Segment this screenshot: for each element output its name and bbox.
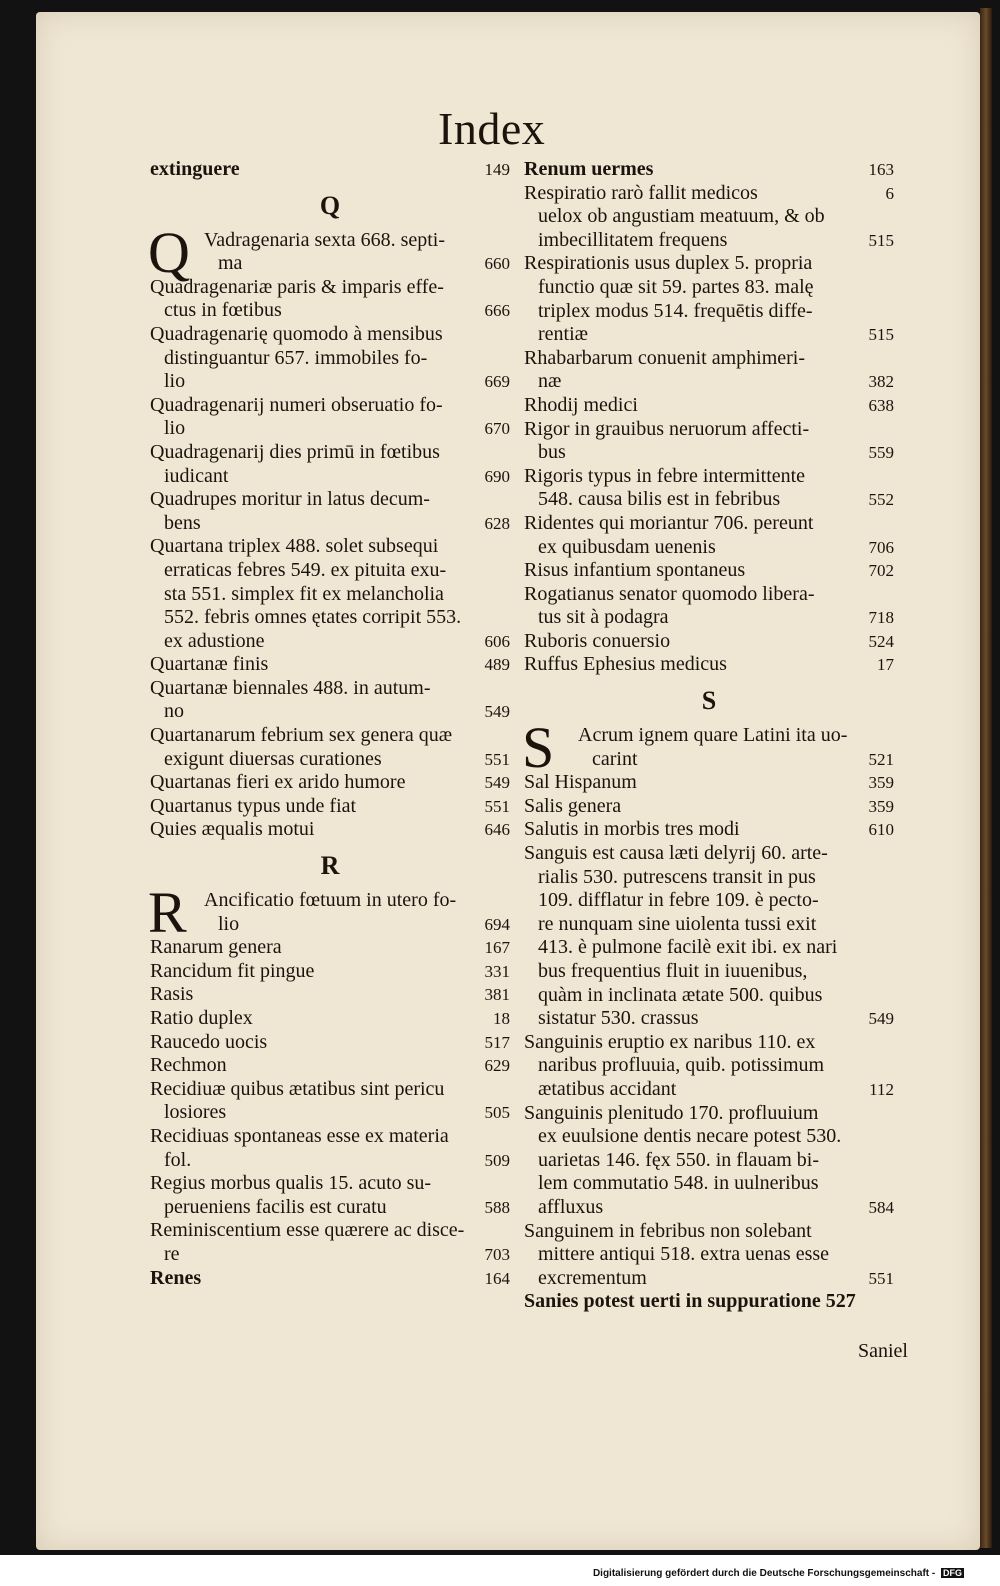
entry-text: Quadrupes moritur in latus decum-: [150, 488, 430, 511]
index-entry: [524, 512, 894, 536]
page-number: 702: [868, 561, 894, 581]
index-entry: [524, 394, 894, 418]
index-entry: [524, 1290, 894, 1314]
entry-text: Quartanæ biennales 488. in autum-: [150, 676, 431, 699]
page-number: 718: [868, 608, 894, 628]
index-entry: [150, 889, 510, 913]
index-entry: [524, 913, 894, 937]
page-number: 706: [868, 537, 894, 557]
page-number: 629: [484, 1056, 510, 1076]
index-entry: [150, 960, 510, 984]
dropcap-letter: S: [522, 715, 555, 781]
page-number: 382: [868, 372, 894, 392]
entry-text: ex quibusdam uenenis: [538, 535, 716, 558]
index-column-right: [524, 158, 894, 1314]
index-entry: [150, 559, 510, 583]
index-entry: [150, 653, 510, 677]
index-column-left: [150, 158, 510, 1290]
entry-text: ctus in fœtibus: [164, 299, 282, 322]
page-number: 660: [484, 254, 510, 274]
index-entry: [524, 795, 894, 819]
entry-text: sta 551. simplex fit ex melancholia: [164, 582, 444, 605]
index-entry: [150, 677, 510, 701]
index-entry: [150, 630, 510, 654]
index-entry: [524, 1031, 894, 1055]
entry-text: lio: [218, 912, 240, 935]
index-entry: [524, 606, 894, 630]
entry-text: lio: [164, 417, 186, 440]
entry-text: Sal Hispanum: [524, 771, 637, 794]
entry-text: Ranarum genera: [150, 936, 282, 959]
entry-text: re: [164, 1242, 180, 1265]
index-entry: [524, 1196, 894, 1220]
index-entry: [150, 252, 510, 276]
entry-text: distinguantur 657. immobiles fo-: [164, 346, 428, 369]
entry-text: Quies æqualis motui: [150, 818, 315, 841]
entry-text: ex adustione: [164, 629, 265, 652]
page-number: 646: [484, 820, 510, 840]
page-number: 666: [484, 301, 510, 321]
index-entry: [524, 465, 894, 489]
entry-text: affluxus: [538, 1195, 604, 1218]
index-entry: [150, 1219, 510, 1243]
entry-text: Recidiuæ quibus ætatibus sint pericu: [150, 1077, 445, 1100]
index-entry: [150, 1007, 510, 1031]
entry-text: Risus infantium spontaneus: [524, 559, 746, 582]
entry-text: Rogatianus senator quomodo libera-: [524, 582, 815, 605]
entry-text: quàm in inclinata ætate 500. quibus: [538, 983, 823, 1006]
index-entry: [524, 583, 894, 607]
index-entry: [524, 229, 894, 253]
entry-text: excrementum: [538, 1266, 647, 1289]
index-entry: [524, 748, 894, 772]
entry-text: triplex modus 514. frequētis diffe-: [538, 299, 813, 322]
page-number: 167: [484, 938, 510, 958]
page-number: 610: [868, 820, 894, 840]
index-entry: [150, 1078, 510, 1102]
page-number: 359: [868, 796, 894, 816]
page-number: 559: [868, 443, 894, 463]
page-number: 549: [484, 773, 510, 793]
index-entry: [150, 1149, 510, 1173]
index-entry: [524, 536, 894, 560]
page-number: 509: [484, 1150, 510, 1170]
entry-text: Rasis: [150, 983, 194, 1006]
entry-text: bus frequentius fluit in iuuenibus,: [538, 960, 808, 982]
index-entry: [150, 1054, 510, 1078]
index-entry: [150, 748, 510, 772]
page-number: 551: [484, 749, 510, 769]
page-number: 515: [868, 230, 894, 250]
entry-text: Renes: [150, 1266, 202, 1289]
index-entry: [150, 323, 510, 347]
page-number: 359: [868, 773, 894, 793]
entry-text: Ridentes qui moriantur 706. pereunt: [524, 511, 814, 534]
index-entry: [150, 441, 510, 465]
entry-text: uelox ob angustiam meatuum, & ob: [538, 205, 825, 228]
index-entry: [524, 653, 894, 677]
entry-text: sistatur 530. crassus: [538, 1007, 699, 1030]
index-entry: [524, 276, 894, 300]
entry-text: exigunt diuersas curationes: [164, 747, 382, 770]
index-entry: [524, 418, 894, 442]
page-number: 517: [484, 1032, 510, 1052]
page-number: 690: [484, 466, 510, 486]
dropcap-letter: Q: [148, 219, 190, 285]
index-entry: [524, 630, 894, 654]
page-number: 669: [484, 372, 510, 392]
index-entry: [150, 465, 510, 489]
entry-text: lio: [164, 370, 186, 393]
index-entry: [150, 1125, 510, 1149]
entry-text: Sanies potest uerti in suppuratione 527: [524, 1290, 856, 1313]
index-entry: [524, 842, 894, 866]
page-number: 163: [868, 160, 894, 179]
section-letter: S: [701, 686, 717, 716]
entry-text: Rancidum fit pingue: [150, 959, 315, 982]
index-entry: [524, 724, 894, 748]
index-entry: [524, 323, 894, 347]
entry-text: Renum uermes: [524, 158, 654, 180]
page-number: 588: [484, 1197, 510, 1217]
entry-text: Quadragenarię quomodo à mensibus: [150, 322, 443, 345]
entry-text: rentiæ: [538, 323, 588, 346]
entry-text: Sanguinis eruptio ex naribus 110. ex: [524, 1030, 816, 1053]
entry-text: ex euulsione dentis necare potest 530.: [538, 1125, 842, 1148]
entry-text: fol.: [164, 1148, 192, 1171]
index-entry: [150, 512, 510, 536]
index-entry: [524, 1220, 894, 1244]
entry-text: Regius morbus qualis 15. acuto su-: [150, 1172, 432, 1195]
index-entry: [150, 394, 510, 418]
entry-text: re nunquam sine uiolenta tussi exit: [538, 912, 817, 935]
entry-text: Respiratio rarò fallit medicos: [524, 181, 758, 204]
index-entry: [150, 795, 510, 819]
index-entry: [150, 936, 510, 960]
index-entry: [150, 1101, 510, 1125]
entry-text: Recidiuas spontaneas esse ex materia: [150, 1124, 449, 1147]
entry-text: Respirationis usus duplex 5. propria: [524, 252, 813, 275]
index-entry: [150, 370, 510, 394]
page-number: 670: [484, 419, 510, 439]
page-number: 549: [868, 1009, 894, 1029]
page-number: 552: [868, 490, 894, 510]
page-number: 112: [869, 1079, 894, 1099]
entry-text: ætatibus accidant: [538, 1077, 677, 1100]
page-number: 638: [868, 395, 894, 415]
page-number: 524: [868, 631, 894, 651]
entry-text: carint: [592, 747, 638, 770]
entry-text: Quartanæ finis: [150, 653, 269, 676]
page-number: 628: [484, 513, 510, 533]
index-entry: [150, 1267, 510, 1291]
page-number: 6: [885, 183, 894, 203]
entry-text: bens: [164, 511, 201, 534]
entry-text: Quadragenariæ paris & imparis effe-: [150, 275, 444, 298]
entry-text: imbecillitatem frequens: [538, 228, 728, 251]
entry-text: Sanguis est causa læti delyrij 60. arte-: [524, 842, 828, 865]
index-entry: [524, 889, 894, 913]
entry-text: erraticas febres 549. ex pituita exu-: [164, 558, 447, 581]
dropcap-entry: [522, 715, 894, 781]
entry-text: bus: [538, 441, 566, 464]
entry-text: Quartanas fieri ex arido humore: [150, 771, 406, 794]
index-entry: [524, 1172, 894, 1196]
entry-text: Rigor in grauibus neruorum affecti-: [524, 417, 810, 440]
page-number: 505: [484, 1103, 510, 1123]
entry-text: Salutis in morbis tres modi: [524, 818, 740, 841]
entry-text: næ: [538, 370, 562, 393]
index-entry: [524, 1054, 894, 1078]
page-number: 521: [868, 749, 894, 769]
entry-text: Quartana triplex 488. solet subsequi: [150, 535, 439, 558]
index-entry: [150, 488, 510, 512]
entry-text: Salis genera: [524, 794, 622, 817]
page-edge: [980, 8, 992, 1548]
index-entry: [524, 1007, 894, 1031]
page-number: 703: [484, 1244, 510, 1264]
index-entry: [150, 700, 510, 724]
page-number: 515: [868, 325, 894, 345]
dropcap-entry: [148, 880, 510, 946]
index-entry: [150, 535, 510, 559]
entry-text: mittere antiqui 518. extra uenas esse: [538, 1243, 830, 1266]
index-entry: [524, 984, 894, 1008]
entry-text: Raucedo uocis: [150, 1030, 268, 1053]
index-entry: [524, 300, 894, 324]
entry-text: Quadragenarij dies primū in fœtibus: [150, 440, 440, 463]
entry-text: Ancificatio fœtuum in utero fo-: [204, 889, 457, 912]
page-number: 549: [484, 702, 510, 722]
index-entry: [524, 441, 894, 465]
index-entry: [150, 724, 510, 748]
index-entry: [150, 417, 510, 441]
index-entry: [524, 866, 894, 890]
dfg-logo: DFG: [943, 1568, 962, 1578]
entry-text: extinguere: [150, 158, 240, 180]
index-entry: [524, 182, 894, 206]
catchword: Saniel: [858, 1340, 908, 1362]
page-number: 694: [484, 914, 510, 934]
index-entry: [524, 1149, 894, 1173]
page-number: 164: [484, 1268, 510, 1288]
index-entry: [150, 606, 510, 630]
page-number: 17: [877, 655, 894, 675]
entry-text: tus sit à podagra: [538, 606, 669, 629]
entry-text: Sanguinem in febribus non solebant: [524, 1219, 812, 1242]
page-number: 18: [493, 1009, 510, 1028]
index-entry: [524, 252, 894, 276]
entry-text: Ratio duplex: [150, 1007, 253, 1029]
index-entry: [150, 276, 510, 300]
index-entry: [524, 818, 894, 842]
entry-text: lem commutatio 548. in uulneribus: [538, 1172, 819, 1195]
footer-text: Digitalisierung gefördert durch die Deutsche Forschungsgemeinschaft -: [592, 1568, 936, 1579]
index-entry: [524, 1078, 894, 1102]
page-number: 331: [484, 961, 510, 981]
index-entry: [150, 229, 510, 253]
index-entry: [524, 960, 894, 984]
index-entry: [150, 583, 510, 607]
entry-text: Rhodij medici: [524, 393, 638, 416]
section-letter: R: [320, 851, 340, 881]
index-entry: [524, 1267, 894, 1291]
index-entry: [524, 158, 894, 182]
index-entry: [150, 299, 510, 323]
entry-text: Sanguinis plenitudo 170. profluuium: [524, 1101, 819, 1124]
index-entry: [150, 913, 510, 937]
section-letter: Q: [319, 190, 341, 220]
index-entry: [150, 347, 510, 371]
entry-text: perueniens facilis est curatu: [164, 1195, 387, 1218]
entry-text: iudicant: [164, 464, 229, 487]
index-entry: [150, 1172, 510, 1196]
index-entry: [524, 771, 894, 795]
index-entry: [150, 1196, 510, 1220]
entry-text: 552. febris omnes ętates corripit 553.: [164, 606, 462, 629]
index-entry: [524, 559, 894, 583]
page-number: 551: [484, 796, 510, 816]
entry-text: Reminiscentium esse quærere ac disce-: [150, 1219, 465, 1242]
footer-credit: [593, 1568, 964, 1579]
page-number: 606: [484, 631, 510, 651]
entry-text: losiores: [164, 1101, 227, 1124]
index-entry: [524, 370, 894, 394]
page-number: 381: [484, 985, 510, 1005]
entry-text: uarietas 146. fęx 550. in flauam bi-: [538, 1148, 820, 1171]
page-title: Index: [438, 103, 546, 154]
page-number: 584: [868, 1197, 894, 1217]
entry-text: no: [164, 700, 184, 723]
index-entry: [524, 936, 894, 960]
index-entry: [150, 818, 510, 842]
entry-text: Rigoris typus in febre intermittente: [524, 464, 806, 487]
page-number: 551: [868, 1268, 894, 1288]
dropcap-letter: R: [148, 880, 187, 946]
entry-text: ma: [218, 252, 243, 275]
index-entry: [150, 771, 510, 795]
entry-text: 109. difflatur in febre 109. è pecto-: [538, 889, 819, 912]
entry-text: Quadragenarij numeri obseruatio fo-: [150, 393, 443, 416]
entry-text: 548. causa bilis est in febribus: [538, 488, 781, 511]
dropcap-entry: [148, 219, 510, 285]
page-number: 149: [484, 160, 510, 179]
entry-text: 413. è pulmone facilè exit ibi. ex nari: [538, 936, 838, 959]
index-entry: [524, 1102, 894, 1126]
index-entry: [150, 1243, 510, 1267]
entry-text: Acrum ignem quare Latini ita uo-: [578, 724, 848, 747]
index-entry: [524, 347, 894, 371]
index-entry: [150, 983, 510, 1007]
entry-text: rialis 530. putrescens transit in pus: [538, 865, 816, 888]
index-entry: [150, 158, 510, 182]
entry-text: Ruboris conuersio: [524, 629, 671, 652]
entry-text: functio quæ sit 59. partes 83. malę: [538, 275, 814, 298]
entry-text: Rhabarbarum conuenit amphimeri-: [524, 346, 806, 369]
entry-text: Ruffus Ephesius medicus: [524, 653, 727, 676]
entry-text: Quartanus typus unde fiat: [150, 794, 357, 817]
index-entry: [150, 1031, 510, 1055]
entry-text: Rechmon: [150, 1054, 227, 1077]
page-number: 489: [484, 655, 510, 675]
entry-text: Quartanarum febrium sex genera quæ: [150, 724, 453, 747]
entry-text: naribus profluuia, quib. potissimum: [538, 1054, 825, 1077]
index-entry: [524, 488, 894, 512]
entry-text: Vadragenaria sexta 668. septi-: [204, 228, 446, 251]
index-entry: [524, 1243, 894, 1267]
index-entry: [524, 1125, 894, 1149]
index-entry: [524, 205, 894, 229]
